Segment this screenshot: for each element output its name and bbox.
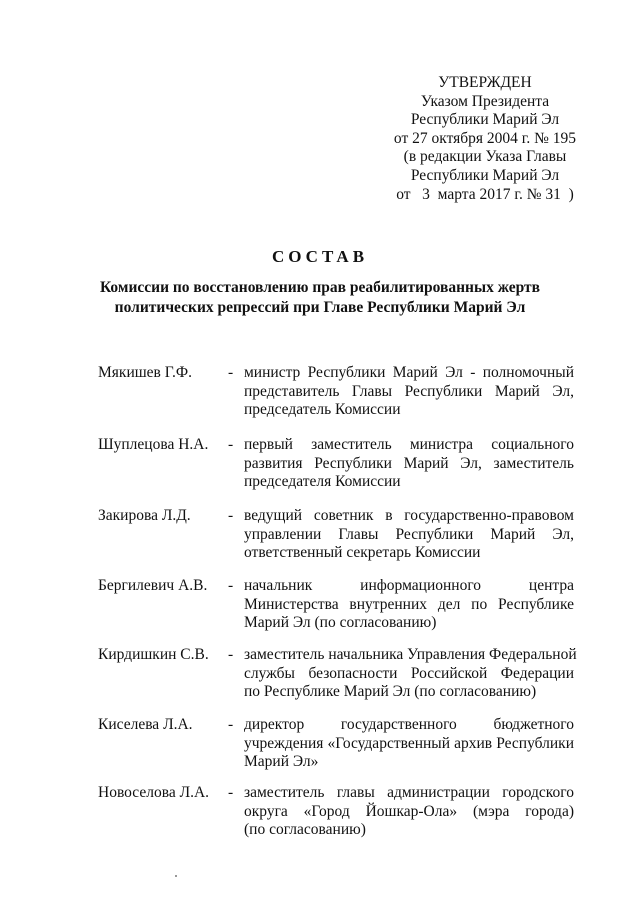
approval-line: Республики Марий Эл <box>410 111 560 129</box>
member-position-line: директор государственного бюджетного <box>244 716 574 733</box>
member-position-line: округа «Город Йошкар-Ола» (мэра города) <box>244 802 574 820</box>
member-dash: - <box>228 364 234 381</box>
member-position <box>244 646 577 702</box>
member-position <box>244 784 574 840</box>
member-name: Закирова Л.Д. <box>98 507 191 524</box>
member-position-line: заместитель главы администрации городского <box>244 784 574 801</box>
subtitle-line: политических репрессий при Главе Республики Марий Эл <box>114 299 526 316</box>
member-name: Мякишев Г.Ф. <box>98 364 192 381</box>
member-dash: - <box>228 436 234 453</box>
approval-stamp <box>380 74 590 204</box>
scan-speck <box>175 875 177 877</box>
member-dash: - <box>228 577 234 594</box>
member-position-line: по Республике Марий Эл (по согласованию) <box>244 683 537 700</box>
member-position-line: первый заместитель министра социального <box>244 436 574 453</box>
member-name: Киселева Л.А. <box>98 716 193 733</box>
member-name: Бергилевич А.В. <box>98 577 208 594</box>
member-dash: - <box>228 646 234 663</box>
member-position-line: Министерства внутренних дел по Республике <box>244 595 574 613</box>
member-name: Кирдишкин С.В. <box>98 646 209 663</box>
approval-line: Указом Президента <box>420 92 550 110</box>
member-position <box>244 507 574 563</box>
member-position-line: службы безопасности Российской Федерации <box>244 664 574 682</box>
member-position-line: управлении Главы Республики Марий Эл, <box>244 525 574 543</box>
document-title: СОСТАВ <box>271 247 369 266</box>
member-position-line: начальник информационного центра <box>244 577 574 594</box>
approval-heading: УТВЕРЖДЕН <box>438 74 532 91</box>
subtitle-line: Комиссии по восстановлению прав реабилитированных жертв <box>99 279 541 296</box>
member-position <box>244 577 574 633</box>
member-position-line: (по согласованию) <box>244 821 366 838</box>
member-position <box>244 436 574 492</box>
approval-line: от 3 марта 2017 г. № 31 ) <box>396 185 574 203</box>
member-position-line: ведущий советник в государственно-правовом <box>244 507 574 524</box>
member-position-line: учреждения «Государственный архив Республики <box>244 734 574 752</box>
member-name: Новоселова Л.А. <box>98 784 210 801</box>
member-position-line: председателя Комиссии <box>244 473 401 490</box>
member-position-line: представитель Главы Республики Марий Эл, <box>244 382 574 400</box>
member-position-line: заместитель начальника Управления Федеральной <box>244 646 577 663</box>
document-subtitle <box>60 278 580 318</box>
member-position <box>244 716 574 772</box>
member-dash: - <box>228 716 234 733</box>
member-dash: - <box>228 784 234 801</box>
member-position-line: ответственный секретарь Комиссии <box>244 544 481 561</box>
member-dash: - <box>228 507 234 524</box>
approval-line: Республики Марий Эл <box>410 166 560 184</box>
approval-line: от 27 октября 2004 г. № 195 <box>393 129 577 147</box>
approval-line: (в редакции Указа Главы <box>403 148 567 166</box>
member-name: Шуплецова Н.А. <box>98 436 209 453</box>
member-position-line: Марий Эл» <box>244 753 319 770</box>
member-position-line: министр Республики Марий Эл - полномочный <box>244 364 574 381</box>
member-position <box>244 364 574 420</box>
member-position-line: развития Республики Марий Эл, заместитель <box>244 454 574 472</box>
member-position-line: Марий Эл (по согласованию) <box>244 614 437 631</box>
member-position-line: председатель Комиссии <box>244 401 401 418</box>
